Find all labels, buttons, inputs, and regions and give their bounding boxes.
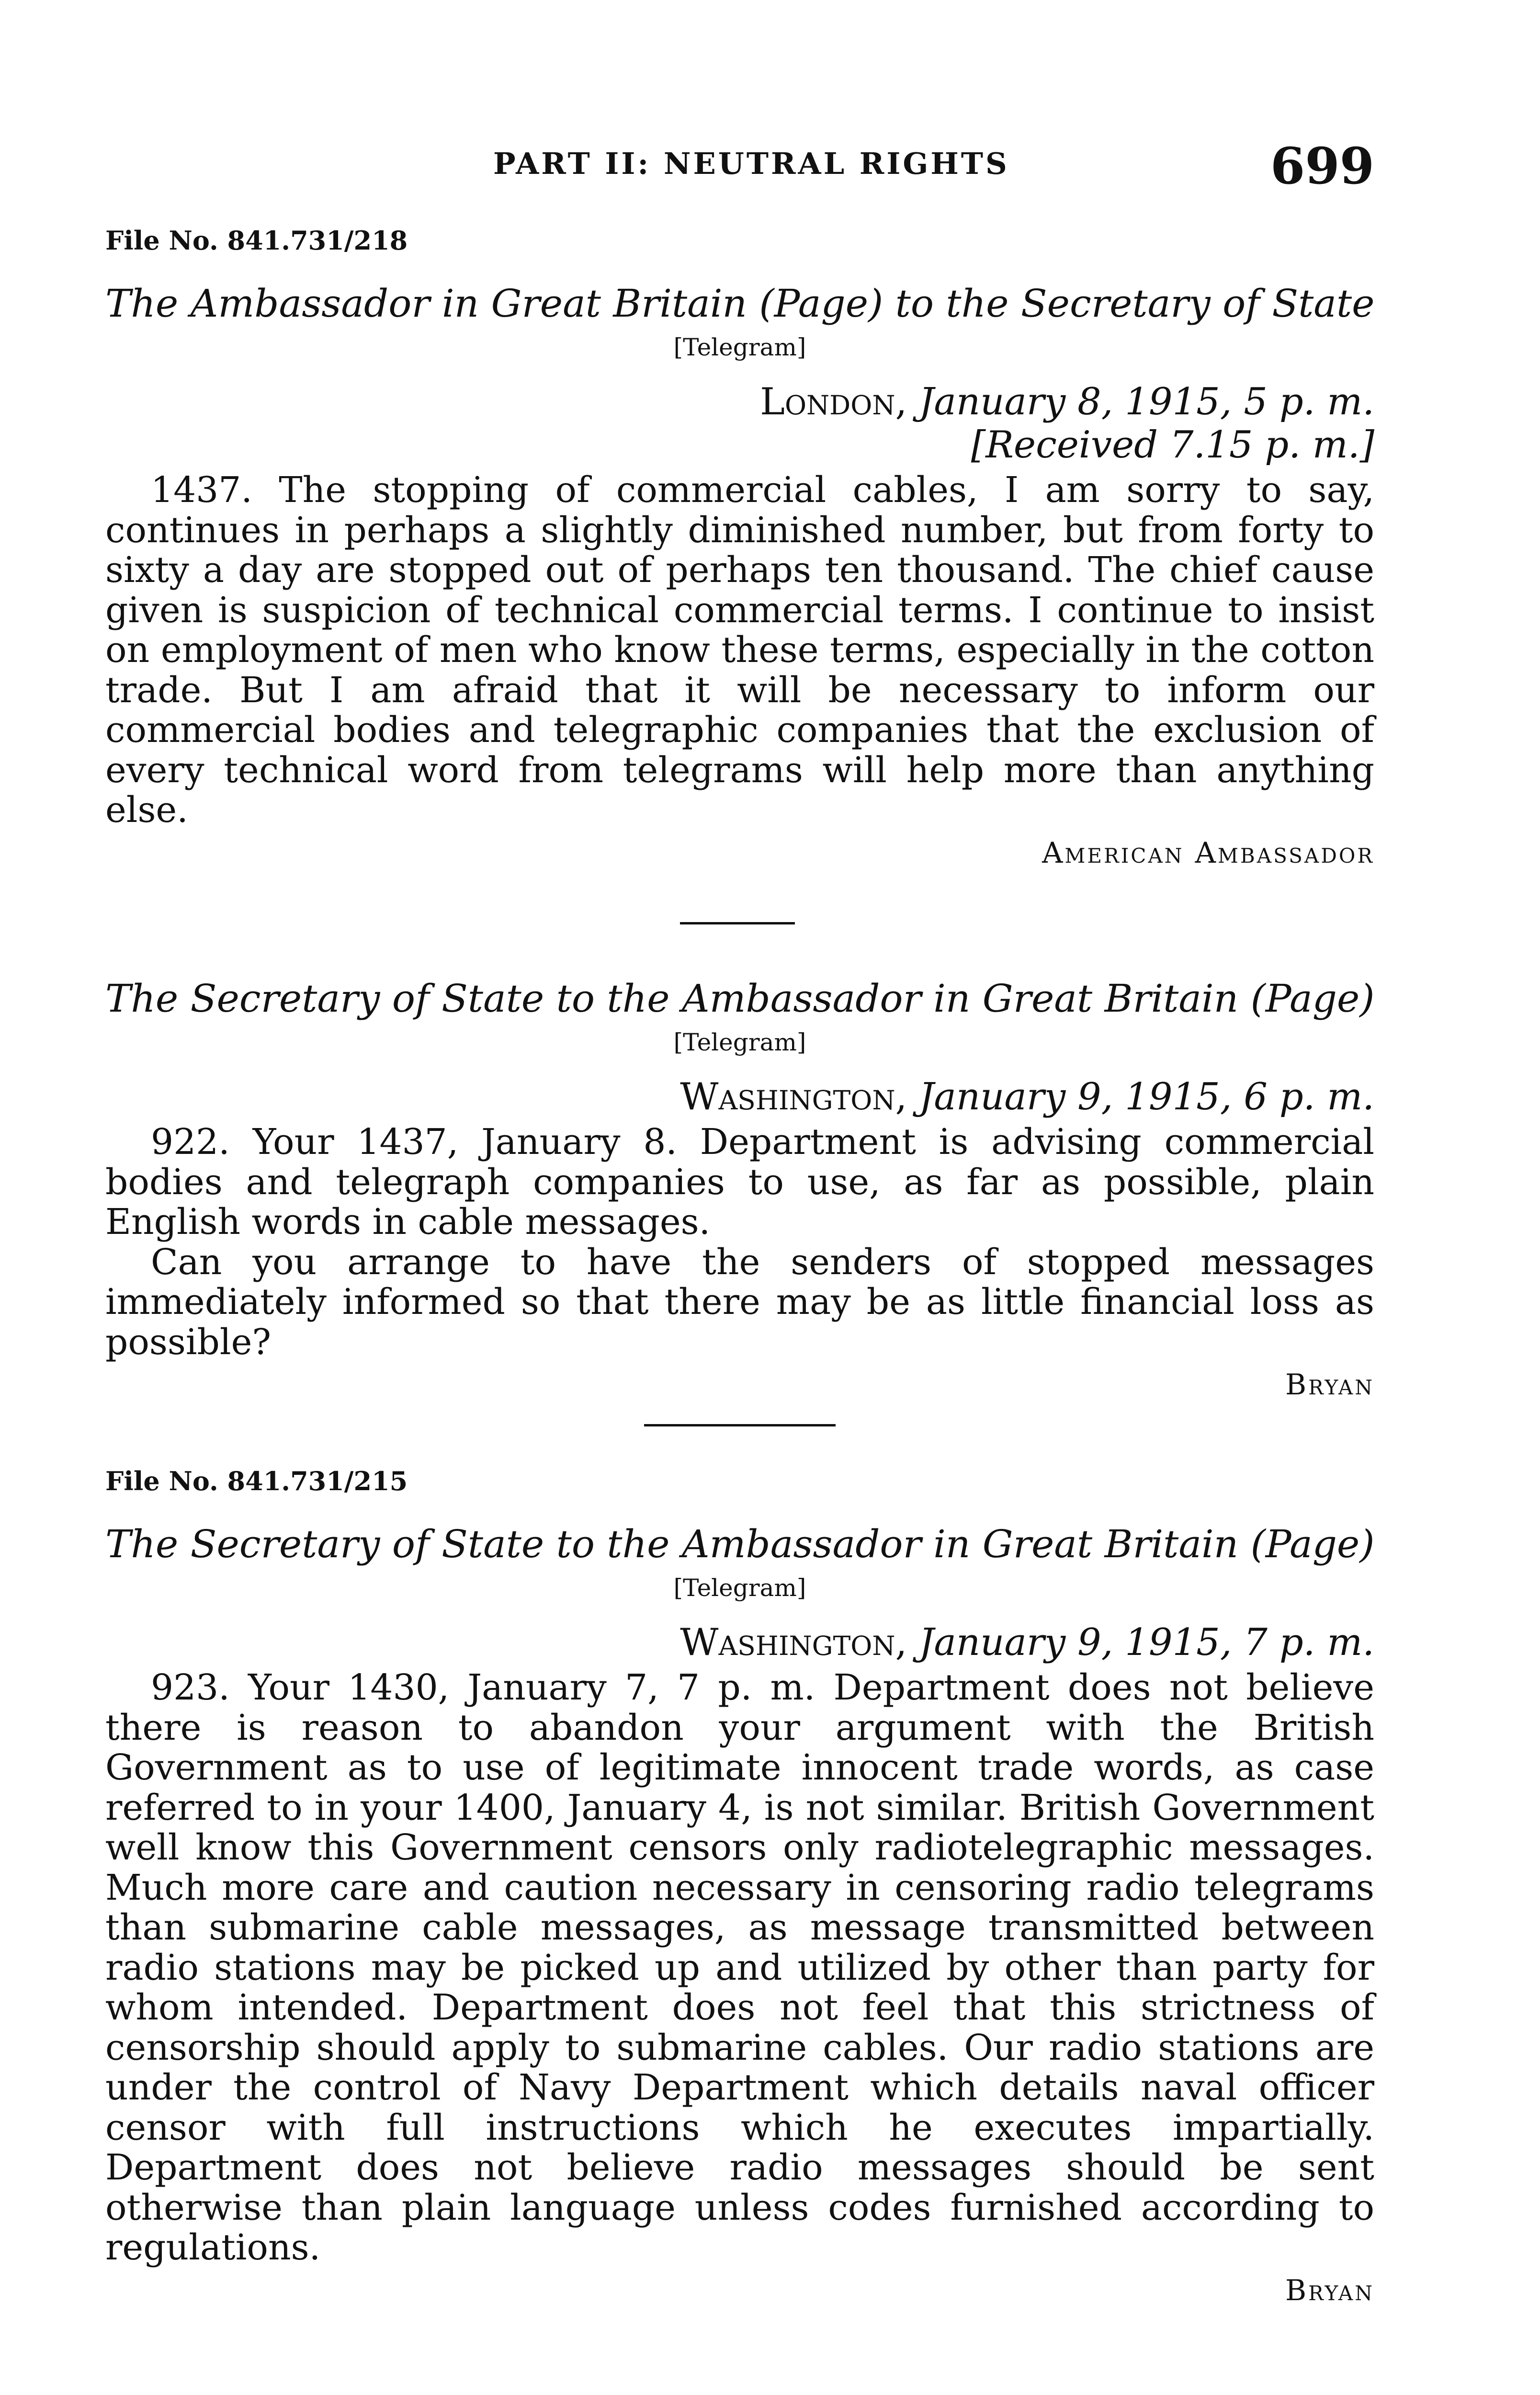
- document-heading: The Secretary of State to the Ambassador in Great Britain (Page): [105, 976, 1375, 1021]
- running-head: [105, 137, 1374, 194]
- section-divider: [644, 1424, 836, 1426]
- message-body: 922. Your 1437, January 8. Department is advising commercial bodies and telegraph companies to use, as far as possible, plain English words in cable messages.: [105, 1121, 1374, 1243]
- telegram-tag: [Telegram]: [673, 1028, 806, 1056]
- received-time: [Received 7.15 p. m.]: [971, 423, 1374, 467]
- signature: Bryan: [1285, 1368, 1374, 1402]
- dateline-place: London,: [760, 380, 907, 423]
- message-body: 1437. The stopping of commercial cables, I am sorry to say, continues in perhaps a slightly diminished number, but from forty to sixty a day are stopped out of perhaps ten thousand. The chief cause given is suspicion of technical commercial terms. I continue to insist on employment of men who know these terms, especially in the cotton trade. But I am afraid that it will be necessary to inform our commercial bodies and telegraphic companies that the exclusion of every technical word from telegrams will help more than anything else.: [105, 469, 1374, 831]
- document-heading: The Secretary of State to the Ambassador in Great Britain (Page): [105, 1522, 1375, 1566]
- telegram-tag: [Telegram]: [673, 333, 806, 361]
- running-title: PART II: NEUTRAL RIGHTS: [493, 146, 1009, 181]
- telegram-tag: [Telegram]: [673, 1574, 806, 1602]
- document-heading: The Ambassador in Great Britain (Page) to the Secretary of State: [105, 281, 1375, 326]
- dateline: [105, 1075, 1374, 1118]
- document-page: [105, 0, 1374, 2395]
- dateline: [105, 380, 1374, 423]
- section-divider: [680, 922, 795, 924]
- document-1: [105, 225, 1374, 870]
- file-number: File No. 841.731/215: [105, 1466, 408, 1496]
- dateline-date: January 9, 1915, 6 p. m.: [919, 1075, 1374, 1118]
- dateline-place: Washington,: [680, 1075, 907, 1118]
- signature: Bryan: [1285, 2273, 1374, 2307]
- file-number: File No. 841.731/218: [105, 225, 408, 256]
- dateline-date: January 8, 1915, 5 p. m.: [919, 380, 1374, 423]
- dateline-date: January 9, 1915, 7 p. m.: [919, 1621, 1374, 1664]
- message-body-continued: Can you arrange to have the senders of stopped messages immediately informed so that there may be as little financial loss as possible?: [105, 1241, 1374, 1363]
- dateline: [105, 1621, 1374, 1664]
- document-3: [105, 1466, 1374, 2307]
- message-body: 923. Your 1430, January 7, 7 p. m. Department does not believe there is reason to abandon your argument with the British Government as to use of legitimate innocent trade words, as case referred to in your 1400, January 4, is not similar. British Government well know this Government censors only radiotelegraphic messages. Much more care and caution necessary in censoring radio telegrams than submarine cable messages, as message transmitted between radio stations may be picked up and utilized by other than party for whom intended. Department does not feel that this strictness of censorship should apply to submarine cables. Our radio stations are under the control of Navy Department which details naval officer censor with full instructions which he executes impartially. Department does not believe radio messages should be sent otherwise than plain language unless codes furnished according to regulations.: [105, 1667, 1374, 2268]
- page-number: 699: [1270, 137, 1374, 195]
- dateline-place: Washington,: [680, 1621, 907, 1664]
- document-2: [105, 975, 1374, 1402]
- signature: American Ambassador: [1042, 836, 1374, 870]
